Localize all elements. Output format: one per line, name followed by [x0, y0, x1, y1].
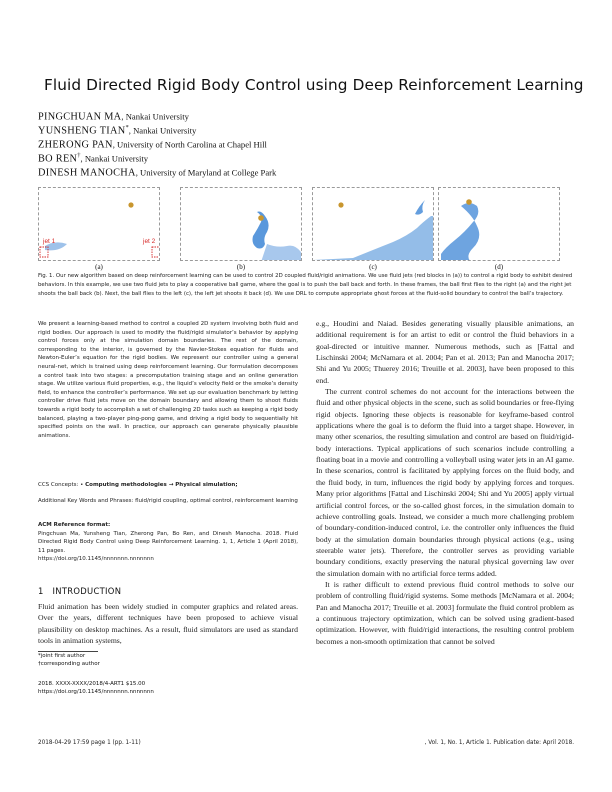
fluid-jet-stream — [441, 203, 479, 261]
acm-reference-doi[interactable]: https://doi.org/10.1145/nnnnnnn.nnnnnnn — [38, 556, 154, 563]
figure-caption: Fig. 1. Our new algorithm based on deep reinforcement learning can be used to control 2D coupled fluid/rigid animations. We use fluid jets (red blocks in (a)) to control a rigid body to exhibit desired behaviors. In this example, we use two fluid jets to play a cooperative ball game, where the goal is to push the ball back and forth. In these frames, the ball first flies to the right (a) and the right jet shoots the ball back (b). Next, the ball flies to the left (c), the left jet shoots it back (d). We use DRL to compute appropriate ghost forces at the fluid-solid boundary to control the ball’s trajectory. — [38, 273, 573, 298]
jet-1-label: jet 1 — [43, 238, 56, 245]
author-affiliation: , Nankai University — [121, 111, 189, 122]
author-name: ZHERONG PAN — [38, 139, 113, 151]
author-mark: † — [77, 152, 81, 159]
section-title: INTRODUCTION — [52, 586, 122, 596]
ball-icon — [258, 215, 264, 221]
acm-reference — [38, 521, 298, 564]
author-affiliation: , University of North Carolina at Chapel Hill — [112, 139, 267, 150]
acm-reference-heading: ACM Reference format: — [38, 522, 111, 528]
panel-label-d: (d) — [494, 263, 504, 271]
paragraph: It is rather difficult to extend previous fluid control methods to solve our problem of controlling fluid/rigid systems. Some methods [McNamara et al. 2004; Pan and Manocha 2017; Treuille et al. 2003] formulate the fluid control problem as a continuous trajectory optimization, which can be solved using gradient-based optimization. However, with fluid/rigid interactions, the resulting control problem becomes a non-smooth optimization that cannot be solved — [316, 579, 574, 646]
author-name: DINESH MANOCHA — [38, 167, 136, 179]
figure-panel-b — [180, 187, 302, 261]
simulation-frame-b — [181, 188, 302, 261]
ccs-concepts — [38, 481, 298, 490]
ccs-label: CCS Concepts: • — [38, 482, 84, 488]
paper-title: Fluid Directed Rigid Body Control using Deep Reinforcement Learning — [44, 76, 584, 94]
fluid-splash — [313, 216, 434, 261]
figure-panel-d — [438, 187, 560, 261]
intro-paragraph: Fluid animation has been widely studied in computer graphics and related areas. Over the years, different techniques have been proposed to achieve visual plausibility on desktop machines. As a result, fluid simulators are used as standard tools in animation systems, — [38, 602, 298, 645]
right-column — [316, 318, 574, 647]
paragraph: e.g., Houdini and Naiad. Besides generating visually plausible animations, an additional requirement is for an artist to edit or control the fluid behaviors in a goal-directed or intuitive manner. Numerous methods, such as [Fattal and Lischinski 2004; McNamara et al. 2004; Pan et al. 2013; Pan and Manocha 2017; Shi and Yu 2005; Thuerey 2016; Treuille et al. 2003], have been proposed to this end. — [316, 319, 574, 385]
footnote-corresponding: †corresponding author — [38, 661, 100, 667]
author-line — [38, 110, 189, 122]
fluid-droplets — [415, 200, 425, 215]
fluid-pool — [261, 244, 301, 261]
author-line — [38, 166, 276, 178]
ball-icon — [128, 202, 133, 207]
figure-panel-c — [312, 187, 434, 261]
author-name: BO REN — [38, 153, 78, 165]
panel-label-b: (b) — [236, 263, 246, 271]
ball-icon — [466, 199, 472, 205]
footnotes — [38, 652, 298, 668]
keywords: Additional Key Words and Phrases: fluid/rigid coupling, optimal control, reinforcement learning — [38, 498, 298, 504]
simulation-frame-a — [39, 188, 160, 261]
author-name: PINGCHUAN MA — [38, 111, 122, 123]
ball-icon — [338, 202, 343, 207]
jet-2-box — [152, 247, 160, 257]
section-heading — [38, 586, 121, 596]
section-number: 1 — [38, 586, 44, 596]
ccs-text: Computing methodologies → Physical simulation; — [85, 482, 238, 488]
copyright-doi[interactable]: https://doi.org/10.1145/nnnnnnn.nnnnnnn — [38, 689, 154, 695]
copyright-block — [38, 680, 298, 696]
panel-label-c: (c) — [369, 263, 377, 271]
footnote-joint-first: *joint first author — [38, 653, 86, 659]
abstract: We present a learning-based method to control a coupled 2D system involving both fluid and rigid bodies. Our approach is used to modify the fluid/rigid simulator’s behavior by applying control forces only at the simulation domain boundaries. The rest of the domain, corresponding to the interior, is governed by the Navier-Stokes equation for fluids and Newton-Euler’s equation for the rigid bodies. We represent our controller using a general neural-net, which is trained using deep reinforcement learning. Our formulation decomposes a control task into two stages: a precomputation training stage and an online generation stage. We utilize various fluid properties, e.g., the liquid’s velocity field or the smoke’s density field, to enhance the controller’s performance. We set up our evaluation benchmark by letting controller drive fluid jets move on the domain boundary and allowing them to shoot fluids towards a rigid body to accomplish a set of challenging 2D tasks such as keeping a rigid body balanced, playing a two-player ping-pong game, and driving a rigid body to sequentially hit specified points on the wall. In practice, our approach can generate physically plausible animations. — [38, 321, 298, 439]
footer-publication: , Vol. 1, No. 1, Article 1. Publication date: April 2018. — [424, 740, 574, 746]
author-name: YUNSHENG TIAN — [38, 125, 126, 137]
author-affiliation: , Nankai University — [80, 153, 149, 164]
acm-reference-body: Pingchuan Ma, Yunsheng Tian, Zherong Pan, Bo Ren, and Dinesh Manocha. 2018. Fluid Directed Rigid Body Control using Deep Reinforcement Learning. 1, 1, Article 1 (April 2018), 11 pages. — [38, 530, 298, 554]
author-mark: * — [125, 124, 129, 131]
simulation-frame-c — [313, 188, 434, 261]
footer-page-info: 2018-04-29 17:59 page 1 (pp. 1-11) — [38, 740, 141, 746]
author-affiliation: , Nankai University — [128, 125, 197, 136]
panel-label-a: (a) — [95, 263, 103, 271]
author-line — [38, 124, 196, 136]
author-line — [38, 152, 148, 164]
copyright-line: 2018. XXXX-XXXX/2018/4-ART1 $15.00 — [38, 681, 146, 687]
jet-2-label: jet 2 — [143, 238, 156, 245]
figure-panel-a — [38, 187, 160, 261]
author-affiliation: , University of Maryland at College Park — [135, 167, 277, 178]
author-line — [38, 138, 267, 150]
paragraph: The current control schemes do not account for the interactions between the fluid and other physical objects in the scene, such as solid boundaries or free-flying rigid objects. Ignoring these objects is reasonable for keyframe-based control applications where the goal is to deform the fluid into a target shape. However, in many other scenarios, the resulting simulation and control are based on fluid/rigid-body interactions. Typical applications of such scenarios include controlling a floating boat in a movie and controlling a volleyball using water jets in an AI game. In these scenarios, control is facilitated by applying forces on the fluid body, and the fluid body, in turn, influences the rigid body by applying forces and torques. Many prior algorithms [Fattal and Lischinski 2004; Shi and Yu 2005] apply virtual artificial control forces, or the so-called ghost forces, in the simulation domain to achieve controlling goals. Instead, we consider a much more challenging problem of boundary-condition-induced control, i.e. the controller only influences the fluid body at the simulation domain boundaries through physical actions (e.g., using steerable water jets). Therefore, the controller serves as providing variable boundary conditions, exactly preserving the natural physical governing law over the simulation domain with no artificial force terms added. — [316, 387, 574, 578]
simulation-frame-d — [439, 188, 560, 261]
